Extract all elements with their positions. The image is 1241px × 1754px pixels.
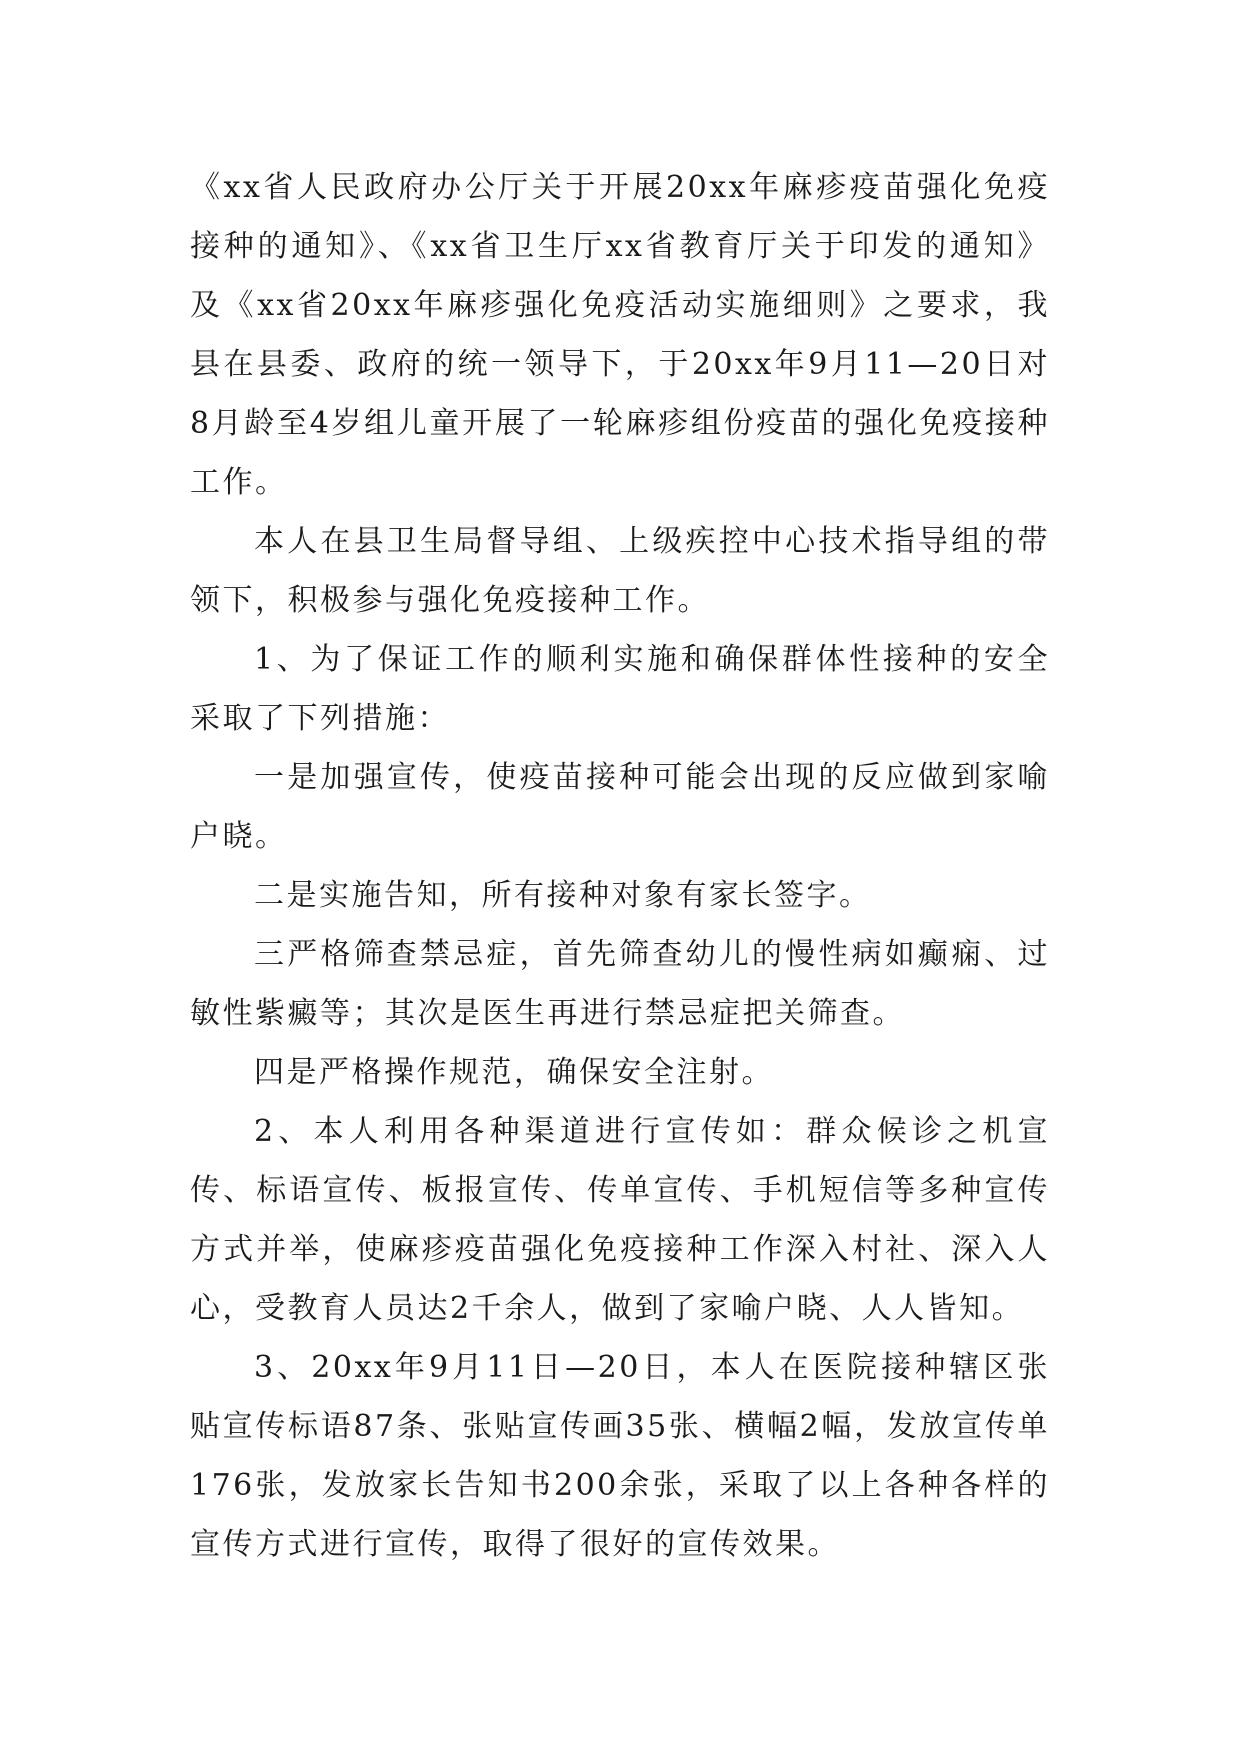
paragraph-8: 2、本人利用各种渠道进行宣传如：群众候诊之机宣传、标语宣传、板报宣传、传单宣传、手机短信等多种宣传方式并举，使麻疹疫苗强化免疫接种工作深入村社、深入人心，受教育人员达2千余人，做到了家喻户晓、人人皆知。 [190,1114,1050,1326]
paragraph-6: 三严格筛查禁忌症，首先筛查幼儿的慢性病如癫痫、过敏性紫癜等；其次是医生再进行禁忌症把关筛查。 [190,937,1050,1031]
paragraph-4: 一是加强宣传，使疫苗接种可能会出现的反应做到家喻户晓。 [190,760,1050,854]
paragraph-5: 二是实施告知，所有接种对象有家长签字。 [254,878,872,913]
paragraph-1: 《xx省人民政府办公厅关于开展20xx年麻疹疫苗强化免疫接种的通知》、《xx省卫生厅xx省教育厅关于印发的通知》及《xx省20xx年麻疹强化免疫活动实施细则》之要求，我县在县委、政府的统一领导下，于20xx年9月11—20日对8月龄至4岁组儿童开展了一轮麻疹组份疫苗的强化免疫接种工作。 [190,170,1050,500]
paragraph-2: 本人在县卫生局督导组、上级疾控中心技术指导组的带领下，积极参与强化免疫接种工作。 [190,524,1050,618]
document-body [190,158,1050,1574]
paragraph-7: 四是严格操作规范，确保安全注射。 [254,1055,774,1090]
paragraph-3: 1、为了保证工作的顺利实施和确保群体性接种的安全采取了下列措施： [190,642,1050,736]
paragraph-9: 3、20xx年9月11日—20日，本人在医院接种辖区张贴宣传标语87条、张贴宣传画35张、横幅2幅，发放宣传单176张，发放家长告知书200余张，采取了以上各种各样的宣传方式进行宣传，取得了很好的宣传效果。 [190,1350,1050,1562]
